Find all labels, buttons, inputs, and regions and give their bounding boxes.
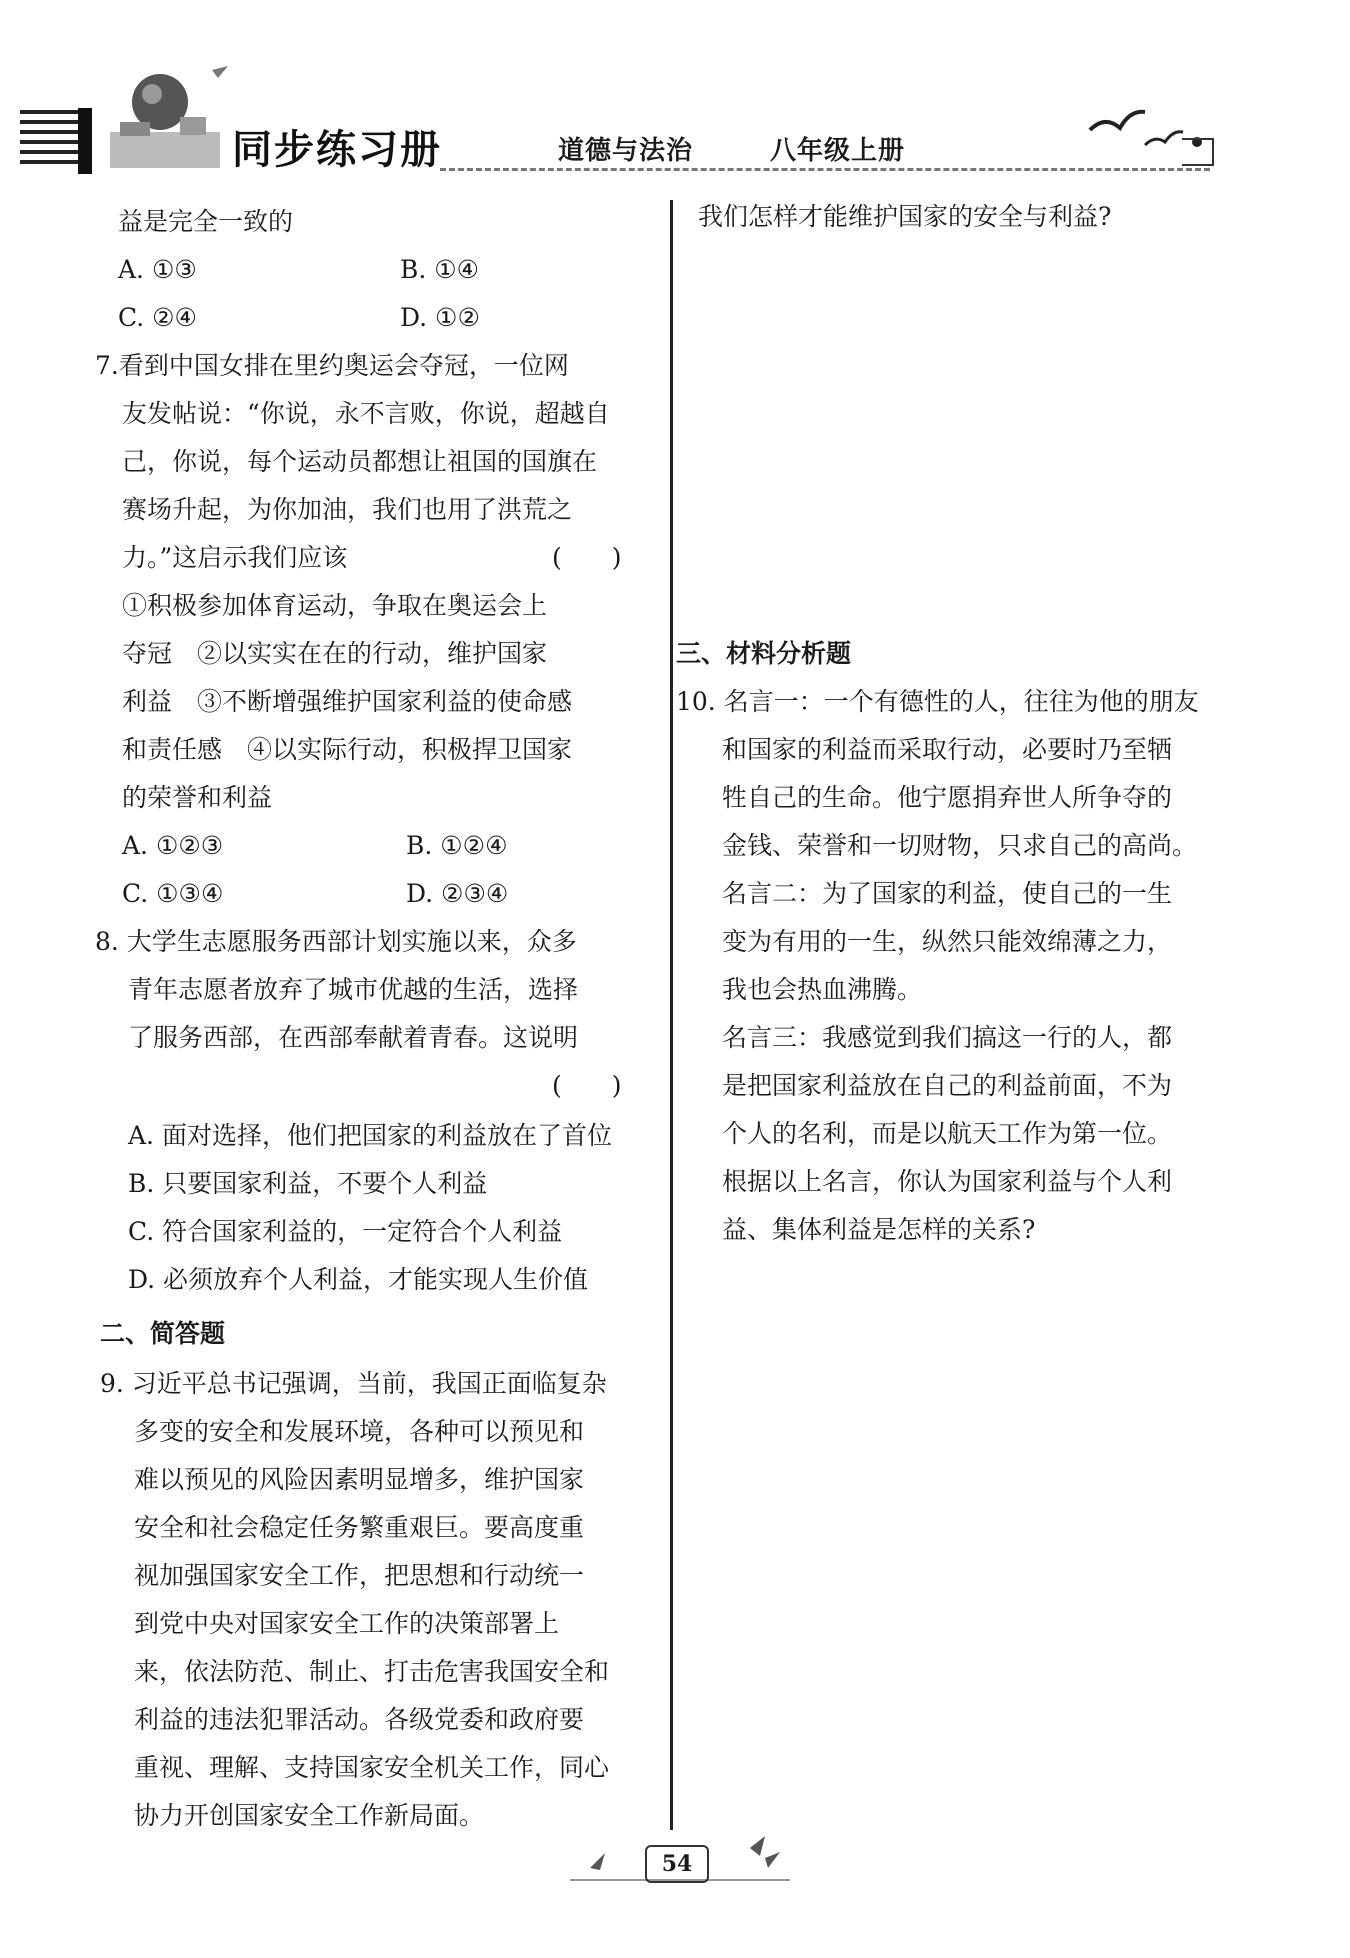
header-illustration-icon [100, 62, 230, 172]
q10-line-3: 牲自己的生命。他宁愿捐弃世人所争夺的 [722, 783, 1173, 812]
q9-line-6: 到党中央对国家安全工作的决策部署上 [134, 1609, 560, 1638]
q9-line-1: 9. 习近平总书记强调，当前，我国正面临复杂 [100, 1369, 607, 1398]
q6-option-d: D. ①② [400, 303, 480, 332]
q7-option-d: D. ②③④ [406, 879, 509, 908]
q9-line-7: 来，依法防范、制止、打击危害我国安全和 [134, 1657, 610, 1686]
q10-line-4: 金钱、荣誉和一切财物，只求自己的高尚。 [722, 831, 1198, 860]
q8-option-b: B. 只要国家利益，不要个人利益 [128, 1169, 488, 1198]
header-bar [78, 108, 92, 174]
subject-label: 道德与法治 [558, 136, 694, 166]
column-divider [670, 200, 673, 1830]
q6-tail: 益是完全一致的 [118, 207, 294, 236]
q7-option-c: C. ①③④ [122, 879, 224, 908]
q9-line-8: 利益的违法犯罪活动。各级党委和政府要 [134, 1705, 585, 1734]
q10-line-5: 名言二：为了国家的利益，使自己的一生 [722, 879, 1173, 908]
q10-line-6: 变为有用的一生，纵然只能效绵薄之力， [722, 927, 1173, 956]
grade-label: 八年级上册 [770, 136, 906, 166]
q9-line-10: 协力开创国家安全工作新局面。 [134, 1801, 485, 1830]
q7-line-2: 友发帖说：“你说，永不言败，你说，超越自 [122, 399, 610, 428]
header-end-box [1182, 138, 1214, 166]
section-3-heading: 三、材料分析题 [676, 639, 852, 668]
q7-line-1: 7.看到中国女排在里约奥运会夺冠，一位网 [95, 351, 569, 380]
q10-line-7: 我也会热血沸腾。 [722, 975, 923, 1004]
q9-line-4: 安全和社会稳定任务繁重艰巨。要高度重 [134, 1513, 585, 1542]
q7-option-b: B. ①②④ [406, 831, 508, 860]
q6-option-c: C. ②④ [118, 303, 197, 332]
section-2-heading: 二、简答题 [100, 1319, 226, 1348]
q8-line-3: 了服务西部，在西部奉献着青春。这说明 [128, 1023, 579, 1052]
q8-option-a: A. 面对选择，他们把国家的利益放在了首位 [128, 1121, 612, 1150]
q10-line-11: 根据以上名言，你认为国家利益与个人利 [722, 1167, 1173, 1196]
q7-line-3: 己，你说，每个运动员都想让祖国的国旗在 [122, 447, 598, 476]
page-number: 54 [645, 1845, 709, 1883]
q7-item-line-2: 夺冠 ②以实实在在的行动，维护国家 [122, 639, 548, 668]
q9-line-5: 视加强国家安全工作，把思想和行动统一 [134, 1561, 585, 1590]
q6-option-b: B. ①④ [400, 255, 480, 284]
q7-item-line-1: ①积极参加体育运动，争取在奥运会上 [122, 591, 548, 620]
q7-answer-paren: ( ) [552, 543, 622, 572]
q8-option-d: D. 必须放弃个人利益，才能实现人生价值 [128, 1265, 589, 1294]
q8-answer-paren: ( ) [552, 1071, 622, 1100]
q10-line-10: 个人的名利，而是以航天工作为第一位。 [722, 1119, 1173, 1148]
q7-item-line-3: 利益 ③不断增强维护国家利益的使命感 [122, 687, 573, 716]
q9-line-9: 重视、理解、支持国家安全机关工作，同心 [134, 1753, 610, 1782]
q9-line-3: 难以预见的风险因素明显增多，维护国家 [134, 1465, 585, 1494]
q9-question: 我们怎样才能维护国家的安全与利益? [698, 202, 1112, 231]
q10-line-8: 名言三：我感觉到我们搞这一行的人，都 [722, 1023, 1173, 1052]
q8-line-1: 8. 大学生志愿服务西部计划实施以来，众多 [95, 927, 577, 956]
q6-option-a: A. ①③ [118, 255, 197, 284]
q10-line-9: 是把国家利益放在自己的利益前面，不为 [722, 1071, 1173, 1100]
q10-line-1: 10. 名言一：一个有德性的人，往往为他的朋友 [676, 687, 1199, 716]
q10-line-12: 益、集体利益是怎样的关系? [722, 1215, 1036, 1244]
q8-line-2: 青年志愿者放弃了城市优越的生活，选择 [128, 975, 579, 1004]
q7-option-a: A. ①②③ [122, 831, 224, 860]
q10-line-2: 和国家的利益而采取行动，必要时乃至牺 [722, 735, 1173, 764]
q7-line-4: 赛场升起，为你加油，我们也用了洪荒之 [122, 495, 573, 524]
q9-line-2: 多变的安全和发展环境，各种可以预见和 [134, 1417, 585, 1446]
q7-line-5: 力。”这启示我们应该 [122, 543, 348, 572]
q7-item-line-4: 和责任感 ④以实际行动，积极捍卫国家 [122, 735, 573, 764]
q7-item-line-5: 的荣誉和利益 [122, 783, 273, 812]
brand-title: 同步练习册 [232, 127, 442, 173]
q8-option-c: C. 符合国家利益的，一定符合个人利益 [128, 1217, 563, 1246]
